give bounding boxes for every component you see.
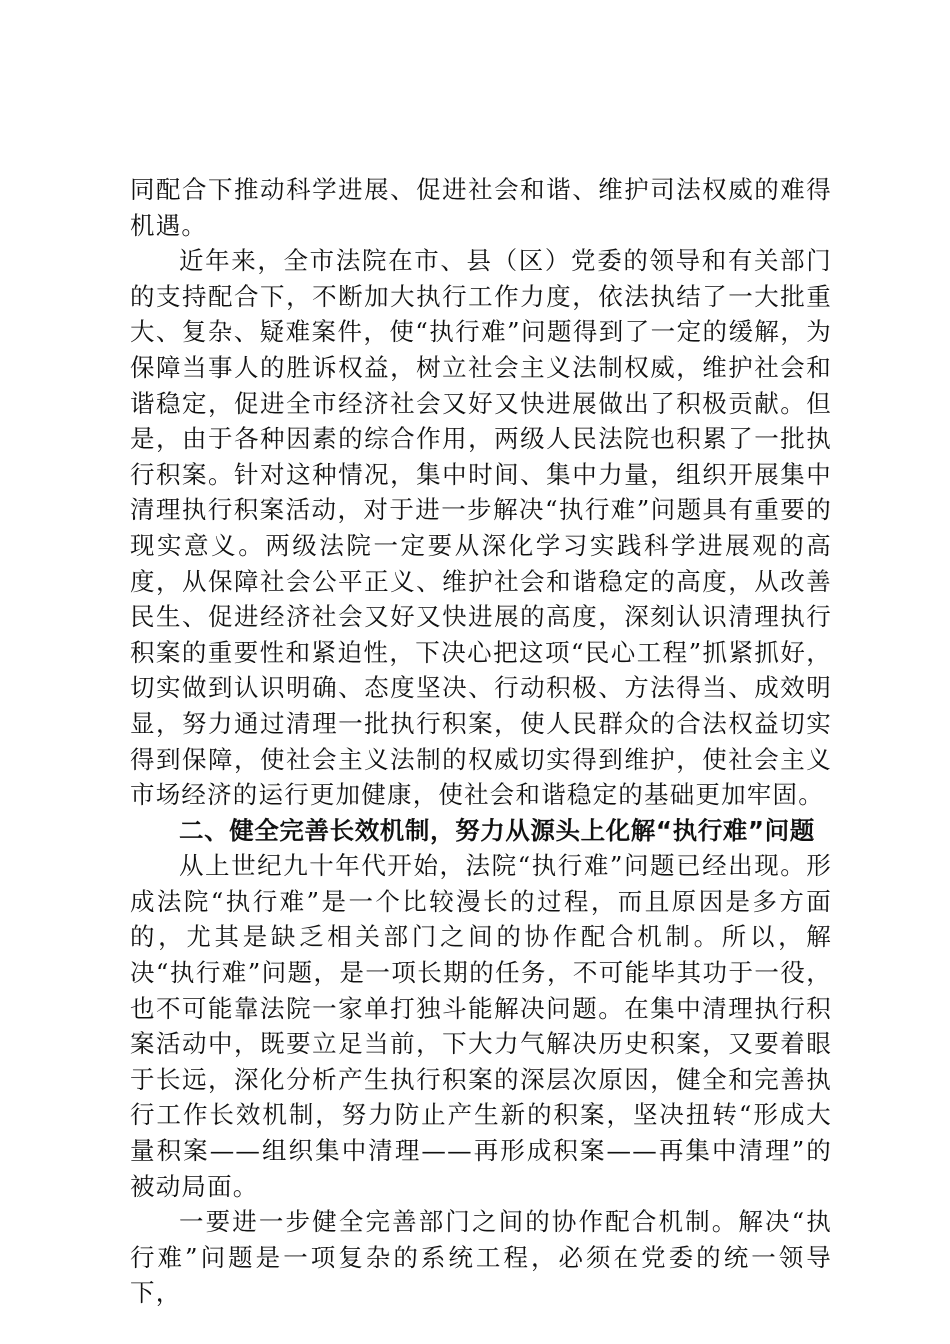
paragraph-background: 近年来，全市法院在市、县（区）党委的领导和有关部门的支持配合下，不断加大执行工作力度，依法执结了一大批重大、复杂、疑难案件，使“执行难”问题得到了一定的缓解，为保障当事人的胜诉权益，树立社会主义法制权威，维护社会和谐稳定，促进全市经济社会又好又快进展做出了积极贡献。但是，由于各种因素的综合作用，两级人民法院也积累了一批执行积案。针对这种情况，集中时间、集中力量，组织开展集中清理执行积案活动，对于进一步解决“执行难”问题具有重要的现实意义。两级法院一定要从深化学习实践科学进展观的高度，从保障社会公平正义、维护社会和谐稳定的高度，从改善民生、促进经济社会又好又快进展的高度，深刻认识清理执行积案的重要性和紧迫性，下决心把这项“民心工程”抓紧抓好，切实做到认识明确、态度坚决、行动积极、方法得当、成效明显，努力通过清理一批执行积案，使人民群众的合法权益切实得到保障，使社会主义法制的权威切实得到维护，使社会主义市场经济的运行更加健康，使社会和谐稳定的基础更加牢固。 [130,246,832,810]
paragraph-long-term-mechanism: 从上世纪九十年代开始，法院“执行难”问题已经出现。形成法院“执行难”是一个比较漫长的过程，而且原因是多方面的，尤其是缺乏相关部门之间的协作配合机制。所以，解决“执行难”问题，是一项长期的任务，不可能毕其功于一役，也不可能靠法院一家单打独斗能解决问题。在集中清理执行积案活动中，既要立足当前，下大力气解决历史积案，又要着眼于长远，深化分析产生执行积案的深层次原因，健全和完善执行工作长效机制，努力防止产生新的积案，坚决扭转“形成大量积案——组织集中清理——再形成积案——再集中清理”的被动局面。 [130,851,832,1201]
document-body [130,172,832,1311]
section-heading-2: 二、健全完善长效机制，努力从源头上化解“执行难”问题 [179,815,815,845]
paragraph-continuation: 同配合下推动科学进展、促进社会和谐、维护司法权威的难得机遇。 [130,175,832,240]
paragraph-coordination: 一要进一步健全完善部门之间的协作配合机制。解决“执行难”问题是一项复杂的系统工程，必须在党委的统一领导下， [130,1207,832,1308]
